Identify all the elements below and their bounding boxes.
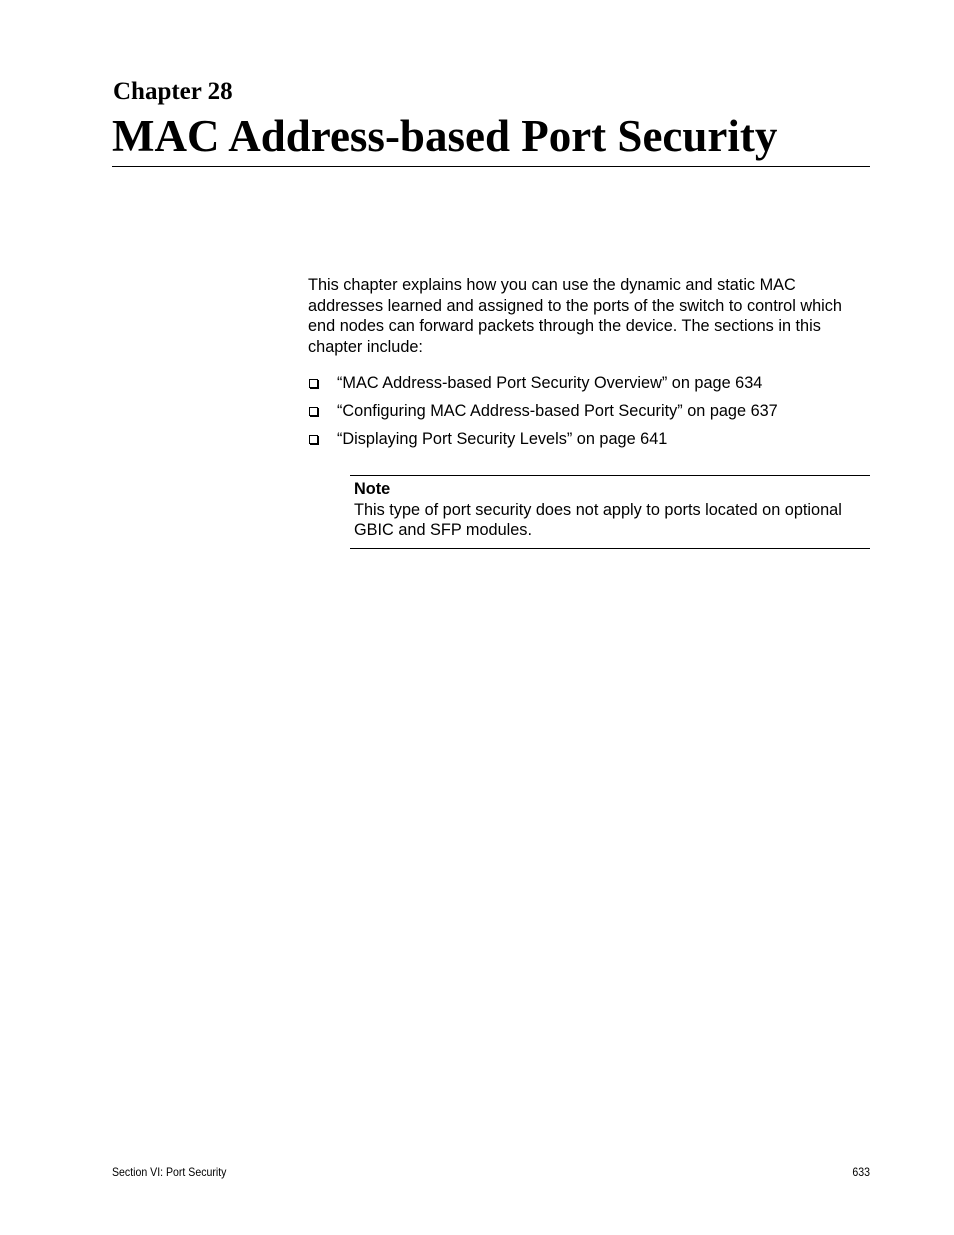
checkbox-bullet-icon [309,407,318,416]
checkbox-bullet-icon [309,379,318,388]
note-text: This type of port security does not apply to ports located on optional GBIC and SFP modules. [354,500,842,539]
list-item[interactable] [308,429,778,457]
chapter-label: Chapter 28 [113,78,233,105]
title-divider [112,166,870,167]
list-item[interactable] [308,373,778,401]
page-title: MAC Address-based Port Security [112,111,778,161]
footer-section-title: Section VI: Port Security [112,1165,227,1179]
section-link-list [308,373,778,457]
intro-section [308,275,873,357]
note-heading: Note [354,480,391,498]
checkbox-bullet-icon [309,435,318,444]
list-item[interactable] [308,401,778,429]
section-link[interactable]: “MAC Address-based Port Security Overview” on page 634 [337,374,763,392]
page-number: 633 [852,1165,870,1179]
section-link[interactable]: “Configuring MAC Address-based Port Security” on page 637 [337,402,778,420]
section-link[interactable]: “Displaying Port Security Levels” on page 641 [337,430,668,448]
note-box [350,475,870,549]
intro-paragraph: This chapter explains how you can use the dynamic and static MAC addresses learned and assigned to the ports of the switch to control which end nodes can forward packets through the device. The sections in this chapter include: [308,276,842,356]
